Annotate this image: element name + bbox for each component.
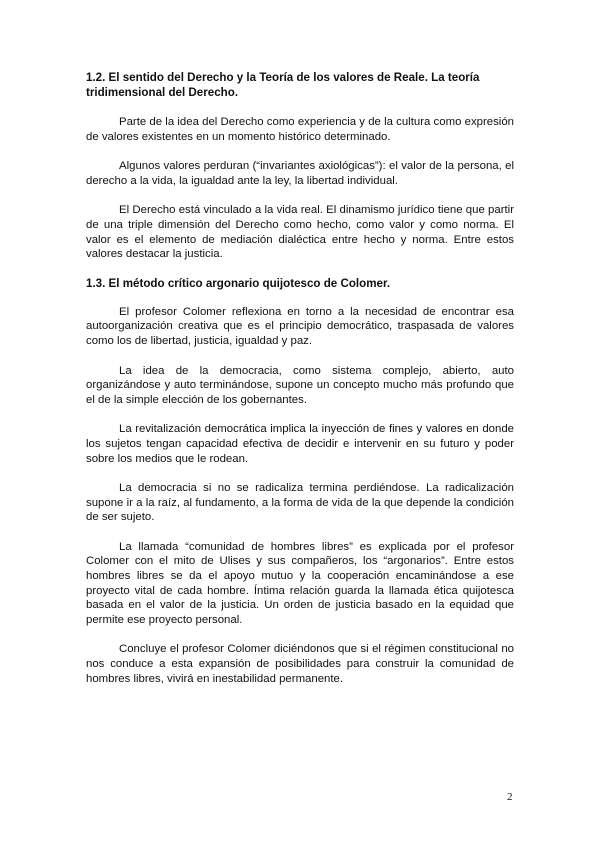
section-1-paragraph: Algunos valores perduran (“invariantes axiológicas”): el valor de la persona, el derecho a la vida, la igualdad ante la ley, la libertad individual. — [86, 160, 514, 187]
page-number: 2 — [507, 791, 513, 803]
section-2-paragraph: El profesor Colomer reflexiona en torno a la necesidad de encontrar esa autoorganización creativa que es el principio democrático, traspasada de valores como los de libertad, justicia, igualdad y paz. — [86, 305, 514, 347]
section-2-title: 1.3. El método crítico argonario quijotesco de Colomer. — [86, 276, 391, 290]
document-page — [86, 70, 514, 701]
section-2-paragraph: La revitalización democrática implica la inyección de fines y valores en donde los sujetos tengan capacidad efectiva de decidir e intervenir en su futuro y poder sobre los medios que le rodean. — [86, 423, 514, 465]
section-2-paragraph: La idea de la democracia, como sistema complejo, abierto, auto organizándose y auto terminándose, supone un concepto mucho más profundo que el de la simple elección de los gobernantes. — [86, 364, 514, 406]
section-2-paragraph: La democracia si no se radicaliza termina perdiéndose. La radicalización supone ir a la raíz, al fundamento, a la forma de vida de la que depende la condición de ser sujeto. — [86, 482, 514, 524]
section-2-paragraph: La llamada “comunidad de hombres libres” es explicada por el profesor Colomer con el mito de Ulises y sus compañeros, los “argonarios”. Entre estos hombres libres se da el apoyo mutuo y la cooperación encaminándose a ese proyecto vital de cada hombre. Íntima relación guarda la llamada ética quijotesca basada en el valor de la justicia. Un orden de justicia basado en la equidad que permite ese proyecto personal. — [86, 540, 514, 626]
section-2-paragraph: Concluye el profesor Colomer diciéndonos que si el régimen constitucional no nos conduce a esta expansión de posibilidades para construir la comunidad de hombres libres, vivirá en inestabilidad permanente. — [86, 643, 514, 685]
section-1-title: 1.2. El sentido del Derecho y la Teoría de los valores de Reale. La teoría tridimensional del Derecho. — [86, 71, 480, 99]
section-1-paragraph: El Derecho está vinculado a la vida real. El dinamismo jurídico tiene que partir de una triple dimensión del Derecho como hecho, como valor y como norma. El valor es el elemento de mediación dialéctica entre hecho y norma. Entre estos valores destacar la justicia. — [86, 204, 514, 261]
section-1-paragraph: Parte de la idea del Derecho como experiencia y de la cultura como expresión de valores existentes en un momento histórico determinado. — [86, 116, 514, 143]
